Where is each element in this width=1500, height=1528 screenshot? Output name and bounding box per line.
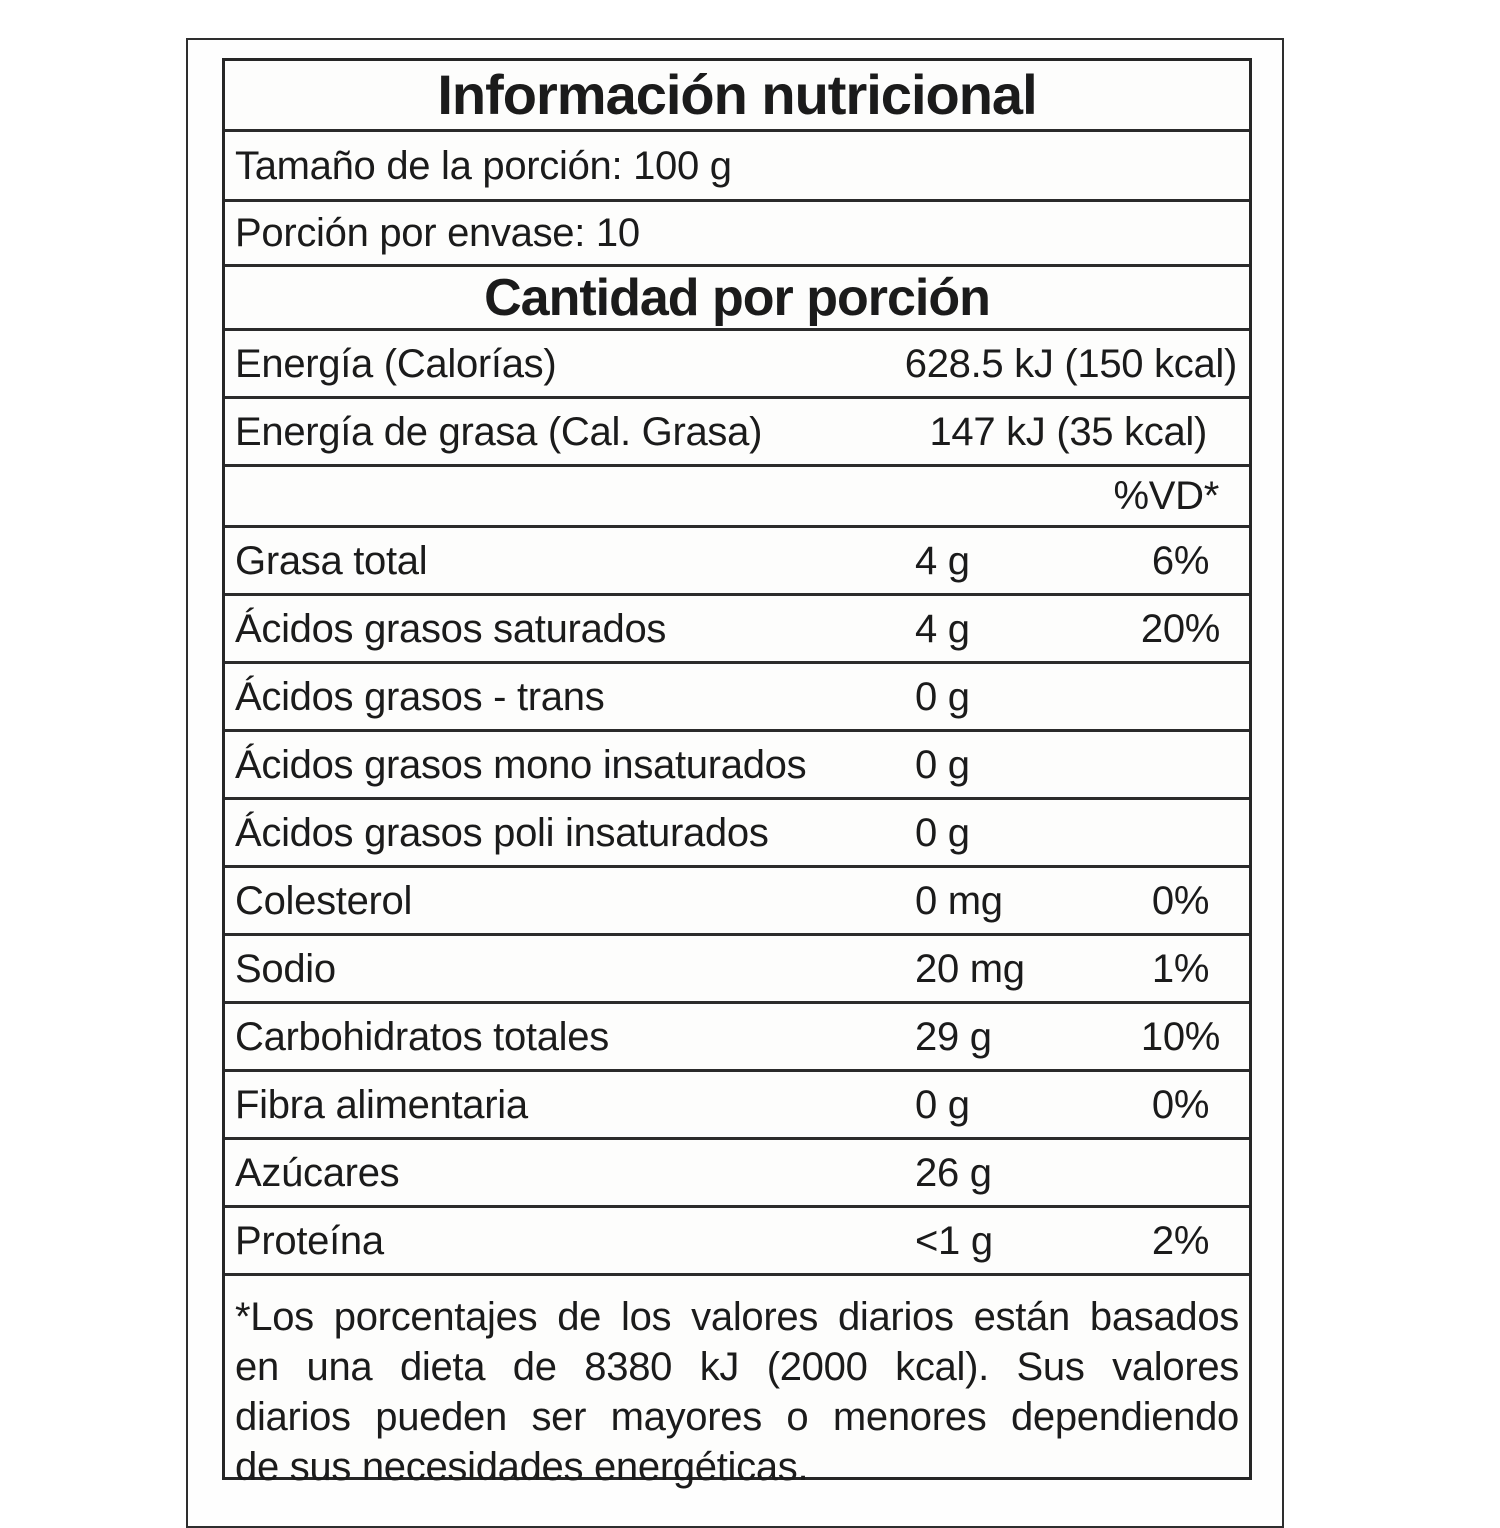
nutrient-row-daily-value: 20% [1140, 606, 1221, 651]
nutrient-row [225, 661, 1249, 729]
label-outer-border [186, 38, 1284, 1528]
label-title-text: Información nutricional [437, 63, 1037, 126]
energy-row-label: Energía (Calorías) [235, 341, 557, 386]
nutrient-row [225, 1001, 1249, 1069]
footnote [225, 1273, 1249, 1489]
serving-size-row [225, 129, 1249, 199]
nutrient-row-daily-value: 2% [1151, 1218, 1210, 1263]
nutrient-row [225, 865, 1249, 933]
daily-value-header-row [225, 464, 1249, 525]
serving-size-text: Tamaño de la porción: 100 g [235, 143, 732, 188]
servings-per-container-row [225, 199, 1249, 264]
nutrient-row-amount: 0 mg [915, 878, 1003, 923]
footnote-line: en una dieta de 8380 kJ (2000 kcal). Sus valores [235, 1345, 1239, 1389]
energy-row [225, 396, 1249, 464]
energy-row-value: 628.5 kJ (150 kcal) [904, 341, 1237, 386]
energy-row-label: Energía de grasa (Cal. Grasa) [235, 409, 763, 454]
nutrient-row-daily-value: 0% [1151, 878, 1210, 923]
nutrient-row-amount: 0 g [915, 674, 970, 719]
footnote-line: de sus necesidades energéticas. [235, 1445, 809, 1489]
nutrient-row [225, 933, 1249, 1001]
nutrition-facts-table [222, 58, 1252, 1489]
amount-per-serving-text: Cantidad por porción [484, 268, 990, 327]
nutrient-row-daily-value: 6% [1151, 538, 1210, 583]
nutrient-row [225, 525, 1249, 593]
nutrient-row-label: Grasa total [235, 538, 428, 583]
nutrient-row-amount: 0 g [915, 742, 970, 787]
nutrient-row-label: Proteína [235, 1218, 384, 1263]
nutrient-row-label: Fibra alimentaria [235, 1082, 528, 1127]
energy-row [225, 328, 1249, 396]
nutrient-row [225, 593, 1249, 661]
nutrient-row-amount: <1 g [915, 1218, 993, 1263]
nutrient-row-label: Sodio [235, 946, 336, 991]
nutrient-row-label: Azúcares [235, 1150, 400, 1195]
nutrient-row-amount: 29 g [915, 1014, 992, 1059]
nutrient-row [225, 797, 1249, 865]
nutrient-row [225, 729, 1249, 797]
nutrient-row-label: Ácidos grasos poli insaturados [235, 810, 769, 855]
nutrient-row-daily-value: 0% [1151, 1082, 1210, 1127]
amount-per-serving-header [225, 264, 1249, 328]
nutrient-row [225, 1137, 1249, 1205]
nutrient-row-amount: 20 mg [915, 946, 1025, 991]
servings-per-container-text: Porción por envase: 10 [235, 211, 640, 255]
nutrient-row-label: Ácidos grasos saturados [235, 606, 667, 651]
nutrient-row-label: Ácidos grasos - trans [235, 674, 605, 719]
daily-value-header-text: %VD* [1113, 474, 1219, 518]
label-title [225, 61, 1249, 129]
nutrient-row-amount: 4 g [915, 538, 970, 583]
nutrient-row-amount: 0 g [915, 1082, 970, 1127]
nutrient-row-daily-value: 1% [1151, 946, 1210, 991]
nutrient-row [225, 1205, 1249, 1273]
energy-row-value: 147 kJ (35 kcal) [929, 409, 1207, 454]
nutrient-row-label: Ácidos grasos mono insaturados [235, 742, 807, 787]
nutrient-row [225, 1069, 1249, 1137]
nutrient-row-amount: 26 g [915, 1150, 992, 1195]
nutrient-row-daily-value: 10% [1140, 1014, 1221, 1059]
nutrient-row-label: Colesterol [235, 878, 413, 923]
footnote-line: diarios pueden ser mayores o menores dependiendo [235, 1395, 1239, 1439]
nutrient-row-amount: 0 g [915, 810, 970, 855]
nutrient-row-amount: 4 g [915, 606, 970, 651]
footnote-line: *Los porcentajes de los valores diarios están basados [235, 1295, 1239, 1339]
nutrient-row-label: Carbohidratos totales [235, 1014, 609, 1059]
